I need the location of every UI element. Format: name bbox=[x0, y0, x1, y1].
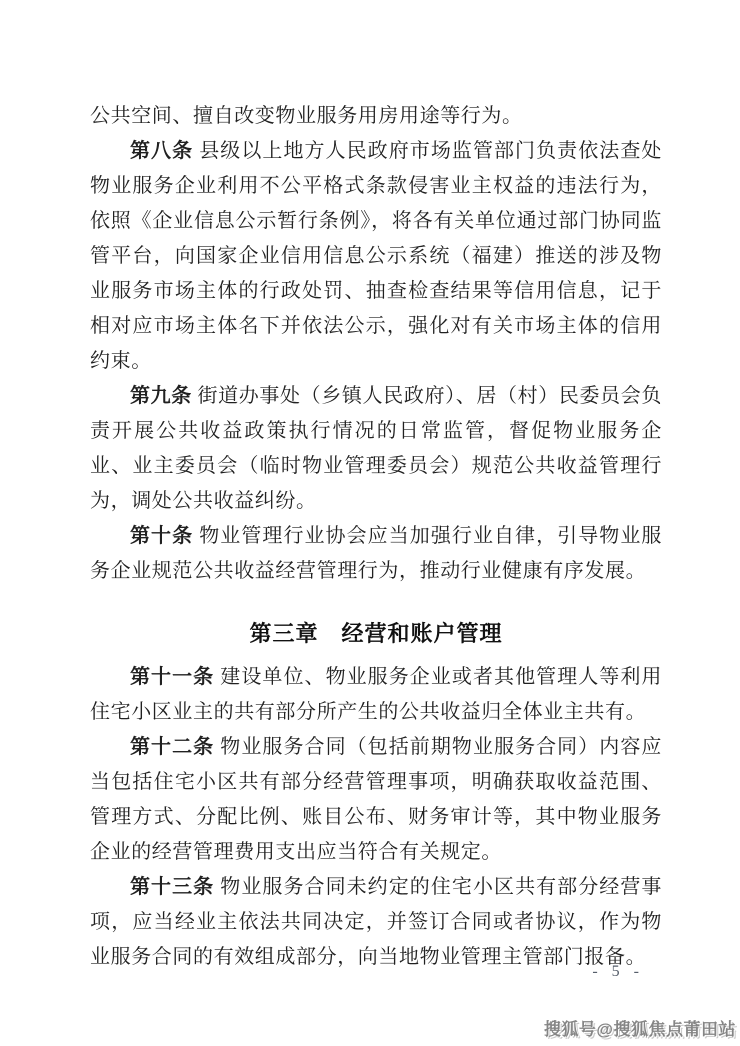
paragraph: 第八条 县级以上地方人民政府市场监管部门负责依法查处物业服务企业利用不公平格式条款侵害业主权益的违法行为，依照《企业信息公示暂行条例》，将各有关单位通过部门协同监管平台，向国家企业信用信息公示系统（福建）推送的涉及物业服务市场主体的行政处罚、抽查检查结果等信用信息，记于相对应市场主体名下并依法公示，强化对有关市场主体的信用约束。 bbox=[90, 140, 662, 372]
article-number: 第十条 bbox=[130, 525, 194, 547]
article-number: 第十二条 bbox=[130, 736, 215, 758]
article-number: 第八条 bbox=[130, 140, 194, 162]
article-number: 第十三条 bbox=[130, 876, 215, 898]
paragraph: 第十条 物业管理行业协会应当加强行业自律，引导物业服务企业规范公共收益经营管理行为，推动行业健康有序发展。 bbox=[90, 525, 662, 582]
paragraph: 公共空间、擅自改变物业服务用房用途等行为。 bbox=[90, 105, 523, 127]
document-body bbox=[90, 99, 662, 975]
paragraph: 第十二条 物业服务合同（包括前期物业服务合同）内容应当包括住宅小区共有部分经营管理事项，明确获取收益范围、管理方式、分配比例、账目公布、财务审计等，其中物业服务企业的经营管理费用支出应当符合有关规定。 bbox=[90, 736, 663, 863]
page-number: - 5 - bbox=[592, 963, 644, 980]
article-number: 第十一条 bbox=[130, 666, 215, 688]
watermark: 搜狐号@搜狐焦点莆田站 bbox=[543, 1020, 736, 1039]
chapter-heading: 第三章 经营和账户管理 bbox=[249, 621, 503, 646]
article-number: 第九条 bbox=[130, 385, 192, 407]
paragraph: 第十三条 物业服务合同未约定的住宅小区共有部分经营事项，应当经业主依法共同决定，并签订合同或者协议，作为物业服务合同的有效组成部分，向当地物业管理主管部门报备。 bbox=[90, 876, 663, 968]
paragraph: 第十一条 建设单位、物业服务企业或者其他管理人等利用住宅小区业主的共有部分所产生的公共收益归全体业主共有。 bbox=[90, 666, 663, 723]
paragraph: 第九条 街道办事处（乡镇人民政府）、居（村）民委员会负责开展公共收益政策执行情况的日常监管，督促物业服务企业、业主委员会（临时物业管理委员会）规范公共收益管理行为，调处公共收益纠纷。 bbox=[90, 385, 662, 512]
